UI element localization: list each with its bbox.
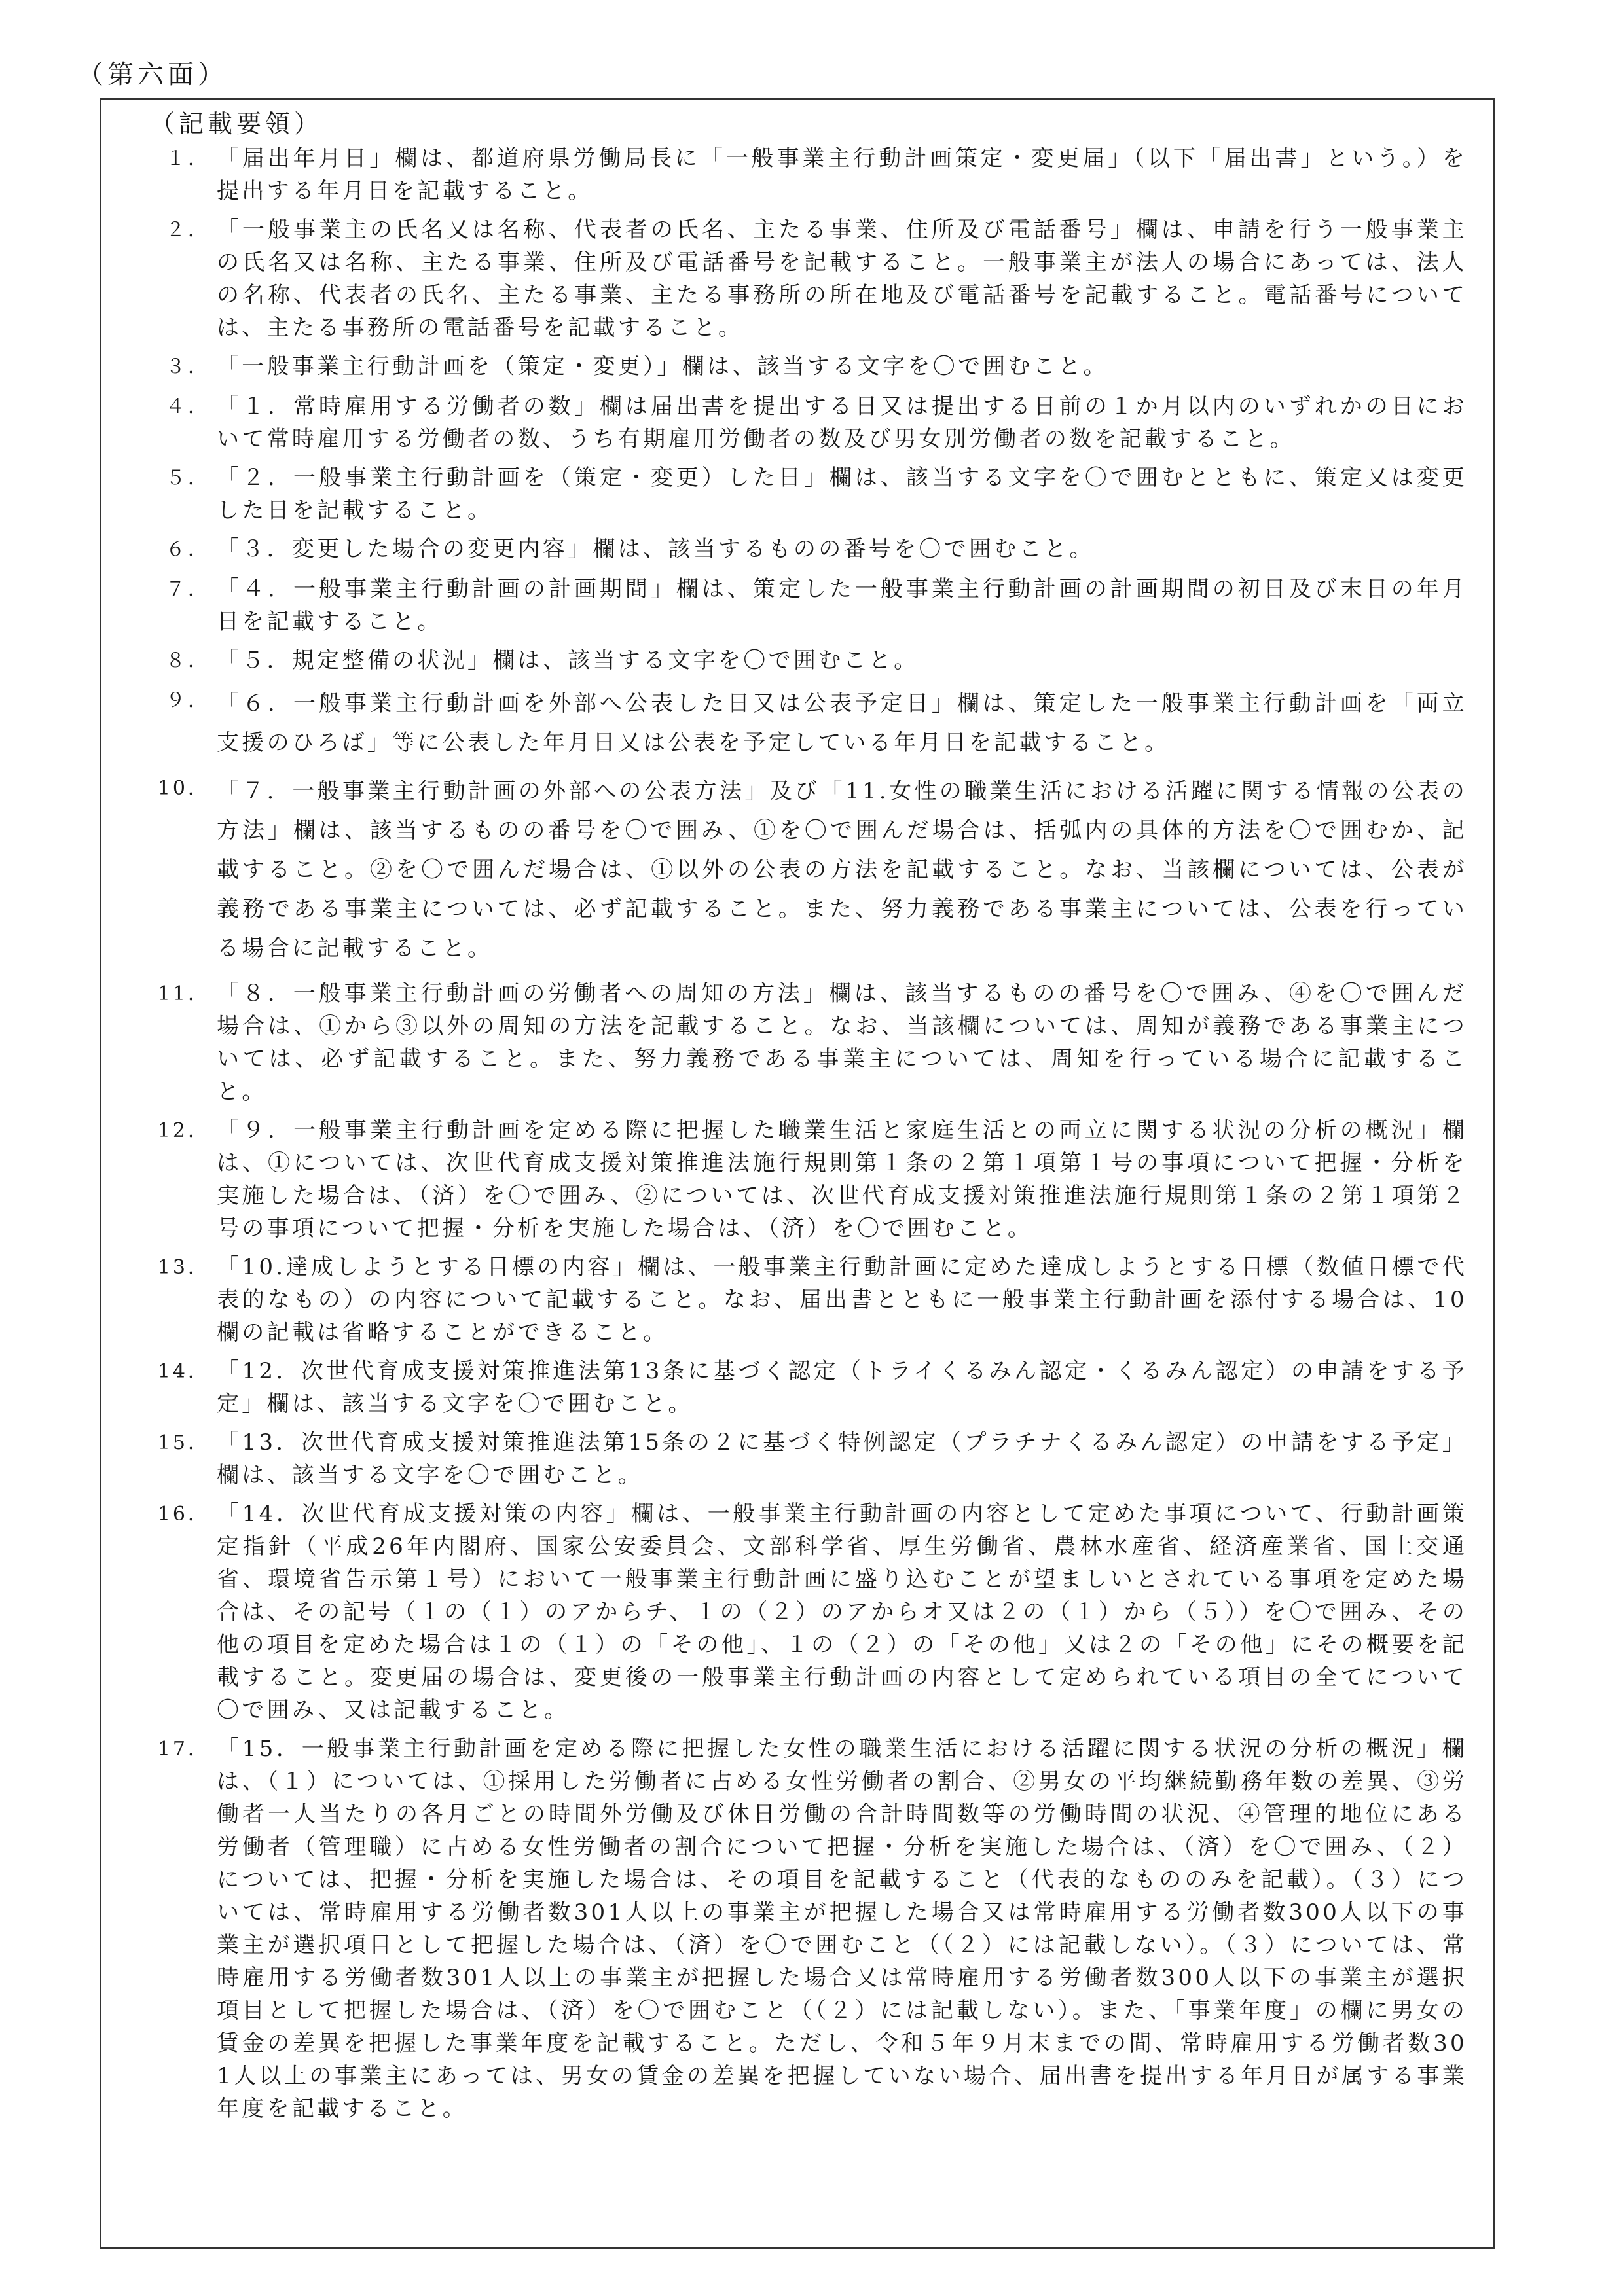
- item-number: ５．: [166, 467, 210, 490]
- instruction-item: [125, 1114, 1467, 1245]
- item-text: 「８．一般事業主行動計画の労働者への周知の方法」欄は、該当するものの番号を〇で囲み、④を〇で囲んだ場合は、①から③以外の周知の方法を記載すること。なお、当該欄については、周知が義務である事業主については、必ず記載すること。また、努力義務である事業主については、周知を行っている場合に記載すること。: [217, 980, 1467, 1105]
- item-text: 「７．一般事業主行動計画の外部への公表方法」及び「11.女性の職業生活における活躍に関する情報の公表の方法」欄は、該当するものの番号を〇で囲み、①を〇で囲んだ場合は、括弧内の具体的方法を〇で囲むか、記載すること。②を〇で囲んだ場合は、①以外の公表の方法を記載すること。なお、当該欄については、公表が義務である事業主については、必ず記載すること。また、努力義務である事業主については、公表を行っている場合に記載すること。: [217, 778, 1467, 961]
- instruction-item: [125, 390, 1467, 456]
- instruction-list: [125, 142, 1467, 2125]
- item-text: 「一般事業主の氏名又は名称、代表者の氏名、主たる事業、住所及び電話番号」欄は、申請を行う一般事業主の氏名又は名称、主たる事業、住所及び電話番号を記載すること。一般事業主が法人の場合にあっては、法人の名称、代表者の氏名、主たる事業、主たる事務所の所在地及び電話番号を記載すること。電話番号については、主たる事務所の電話番号を記載すること。: [217, 217, 1467, 341]
- item-text: 「４．一般事業主行動計画の計画期間」欄は、策定した一般事業主行動計画の計画期間の初日及び末日の年月日を記載すること。: [217, 576, 1467, 635]
- item-text: 「６．一般事業主行動計画を外部へ公表した日又は公表予定日」欄は、策定した一般事業主行動計画を「両立支援のひろば」等に公表した年月日又は公表を予定している年月日を記載すること。: [217, 691, 1467, 756]
- page-label: （第六面）: [77, 60, 228, 90]
- item-number: 13．: [157, 1256, 210, 1279]
- item-number: 17．: [157, 1738, 210, 1761]
- item-number: 11．: [157, 982, 210, 1005]
- item-number: ８．: [166, 649, 210, 672]
- item-text: 「９．一般事業主行動計画を定める際に把握した職業生活と家庭生活との両立に関する状況の分析の概況」欄は、①については、次世代育成支援対策推進法施行規則第１条の２第１項第１号の事項について把握・分析を実施した場合は、（済）を〇で囲み、②については、次世代育成支援対策推進法施行規則第１条の２第１項第２号の事項について把握・分析を実施した場合は、（済）を〇で囲むこと。: [217, 1117, 1467, 1242]
- item-number: 15．: [157, 1431, 210, 1454]
- item-number: １．: [166, 147, 210, 170]
- instruction-item: [125, 684, 1467, 762]
- instruction-item: [125, 644, 1467, 678]
- item-number: ７．: [166, 578, 210, 601]
- instruction-item: [125, 533, 1467, 567]
- instruction-item: [125, 977, 1467, 1108]
- instruction-item: [125, 1426, 1467, 1492]
- instructions-box: [100, 98, 1495, 2249]
- item-number: 14．: [157, 1360, 210, 1383]
- item-number: ６．: [166, 538, 210, 561]
- instruction-item: [125, 1498, 1467, 1727]
- item-text: 「15．一般事業主行動計画を定める際に把握した女性の職業生活における活躍に関する状況の分析の概況」欄は、（１）については、①採用した労働者に占める女性労働者の割合、②男女の平均継続勤務年数の差異、③労働者一人当たりの各月ごとの時間外労働及び休日労働の合計時間数等の労働時間の状況、④管理的地位にある労働者（管理職）に占める女性労働者の割合について把握・分析を実施した場合は、（済）を〇で囲み、（２）については、把握・分析を実施した場合は、その項目を記載すること（代表的なもののみを記載）。（３）については、常時雇用する労働者数301人以上の事業主が把握した場合又は常時雇用する労働者数300人以下の事業主が選択項目として把握した場合は、（済）を〇で囲むこと（（２）には記載しない）。（３）については、常時雇用する労働者数301人以上の事業主が把握した場合又は常時雇用する労働者数300人以下の事業主が選択項目として把握した場合は、（済）を〇で囲むこと（（２）には記載しない）。また、「事業年度」の欄に男女の賃金の差異を把握した事業年度を記載すること。ただし、令和５年９月末までの間、常時雇用する労働者数301人以上の事業主にあっては、男女の賃金の差異を把握していない場合、届出書を提出する年月日が属する事業年度を記載すること。: [217, 1736, 1467, 2122]
- item-number: ４．: [166, 395, 210, 418]
- item-text: 「２．一般事業主行動計画を（策定・変更）した日」欄は、該当する文字を〇で囲むとともに、策定又は変更した日を記載すること。: [217, 465, 1467, 524]
- item-number: ２．: [166, 219, 210, 242]
- instruction-item: [125, 1251, 1467, 1349]
- instruction-item: [125, 213, 1467, 344]
- instruction-item: [125, 573, 1467, 638]
- item-text: 「５．規定整備の状況」欄は、該当する文字を〇で囲むこと。: [217, 647, 919, 673]
- item-number: 16．: [157, 1503, 210, 1526]
- instruction-item: [125, 461, 1467, 527]
- instruction-item: [125, 1355, 1467, 1420]
- item-number: ３．: [166, 355, 210, 378]
- instruction-item: [125, 142, 1467, 207]
- item-text: 「一般事業主行動計画を（策定・変更）」欄は、該当する文字を〇で囲むこと。: [217, 353, 1108, 380]
- item-text: 「10.達成しようとする目標の内容」欄は、一般事業主行動計画に定めた達成しようとする目標（数値目標で代表的なもの）の内容について記載すること。なお、届出書とともに一般事業主行動計画を添付する場合は、10欄の記載は省略することができること。: [217, 1254, 1467, 1346]
- instruction-item: [125, 772, 1467, 968]
- item-text: 「14．次世代育成支援対策の内容」欄は、一般事業主行動計画の内容として定めた事項について、行動計画策定指針（平成26年内閣府、国家公安委員会、文部科学省、厚生労働省、農林水産省、経済産業省、国土交通省、環境省告示第１号）において一般事業主行動計画に盛り込むことが望ましいとされている事項を定めた場合は、その記号（１の（１）のアからチ、１の（２）のアからオ又は２の（１）から（５））を〇で囲み、その他の項目を定めた場合は１の（１）の「その他」、１の（２）の「その他」又は２の「その他」にその概要を記載すること。変更届の場合は、変更後の一般事業主行動計画の内容として定められている項目の全てについて〇で囲み、又は記載すること。: [217, 1501, 1467, 1723]
- item-number: 12．: [157, 1119, 210, 1142]
- item-text: 「12．次世代育成支援対策推進法第13条に基づく認定（トライくるみん認定・くるみん認定）の申請をする予定」欄は、該当する文字を〇で囲むこと。: [217, 1358, 1467, 1417]
- item-text: 「３．変更した場合の変更内容」欄は、該当するものの番号を〇で囲むこと。: [217, 536, 1095, 562]
- item-text: 「１．常時雇用する労働者の数」欄は届出書を提出する日又は提出する日前の１か月以内のいずれかの日において常時雇用する労働者の数、うち有期雇用労働者の数及び男女別労働者の数を記載すること。: [217, 393, 1467, 452]
- item-number: 10．: [157, 777, 210, 800]
- instruction-item: [125, 1732, 1467, 2125]
- item-text: 「13．次世代育成支援対策推進法第15条の２に基づく特例認定（プラチナくるみん認定）の申請をする予定」欄は、該当する文字を〇で囲むこと。: [217, 1429, 1467, 1488]
- instruction-item: [125, 350, 1467, 384]
- box-title: （記載要領）: [150, 109, 323, 138]
- item-text: 「届出年月日」欄は、都道府県労働局長に「一般事業主行動計画策定・変更届」（以下「届出書」という。）を提出する年月日を記載すること。: [217, 145, 1467, 204]
- item-number: ９．: [166, 689, 210, 712]
